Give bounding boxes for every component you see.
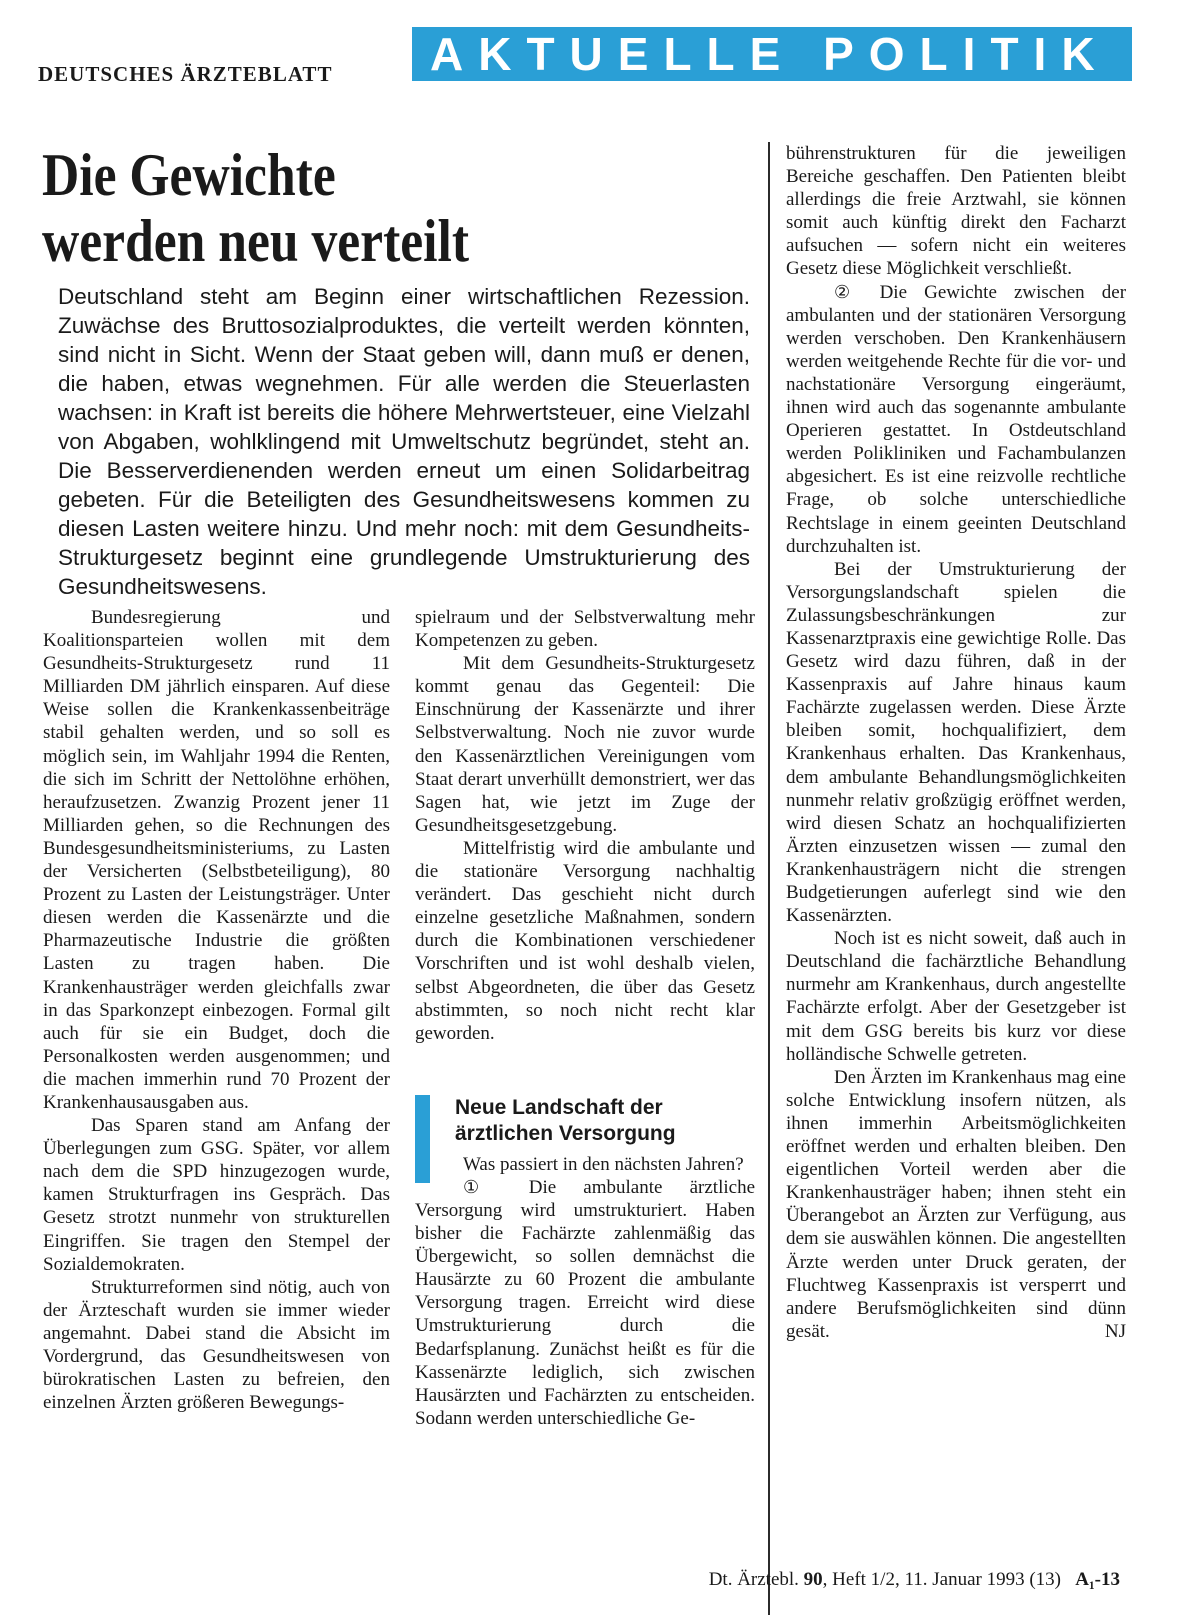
paragraph: Das Sparen stand am Anfang der Überlegungen zum GSG. Später, vor allem nach dem die SPD hinzugezogen wurde, kamen Strukturfragen ins Gespräch. Das Gesetz strotzt nunmehr von strukturellen Eingriffen. Sie tragen den Stempel der Sozialdemokraten. <box>43 1115 390 1275</box>
headline-line-1: Die Gewichte <box>42 142 336 208</box>
lead-paragraph: Deutschland steht am Beginn einer wirtschaftlichen Rezession. Zuwächse des Bruttosozialproduktes, die verteilt werden könnten, sind nicht in Sicht. Wenn der Staat geben will, dann muß er denen, die haben, etwas wegnehmen. Für alle werden die Steuerlasten wachsen: in Kraft ist bereits die höhere Mehrwertsteuer, eine Vielzahl von Abgaben, wohlklingend mit Umweltschutz begründet, steht an. Die Besserverdienenden werden erneut um einen Solidarbeitrag gebeten. Für die Beteiligten des Gesundheitswesens kommen zu diesen Lasten weitere hinzu. Und mehr noch: mit dem Gesundheits-Strukturgesetz beginnt eine grundlegende Umstrukturierung des Gesundheitswesens. <box>58 284 750 599</box>
paragraph: bührenstrukturen für die jeweiligen Bereiche geschaffen. Den Patienten bleibt allerdings die freie Arztwahl, sie können somit auch künftig direkt den Facharzt aufsuchen — sofern nicht ein weiteres Gesetz diese Möglichkeit verschließt. <box>786 143 1126 280</box>
paragraph: Mit dem Gesundheits-Strukturgesetz kommt genau das Gegenteil: Die Einschnürung der Kassenärzte und ihrer Selbstverwaltung. Noch nie zuvor wurde den Kassenärztlichen Vereinigungen vom Staat derart unverhüllt demonstriert, wer das Sagen hat, wie jetzt im Zuge der Gesundheitsgesetzgebung. <box>415 653 755 836</box>
number-2-icon: ② <box>834 281 863 303</box>
body-column-3 <box>786 142 1126 1343</box>
page-footer <box>709 1569 1120 1591</box>
paragraph-text: Die Gewichte zwischen der ambulanten und der stationären Versorgung werden verschoben. Den Krankenhäusern werden weitgehende Rechte für die vor- und nachstationäre Versorgung eingeräumt, ihnen wird auch das sogenannte ambulante Operieren gestattet. In Ostdeutschland werden Polikliniken und Fachambulanzen abgesichert. Es ist eine reizvolle rechtliche Frage, ob solche unterschiedliche Rechtslage in einem geeinten Deutschland durchzuhalten ist. <box>786 281 1127 557</box>
volume-number: 90 <box>803 1569 823 1590</box>
subheading <box>455 1095 755 1147</box>
headline <box>42 142 627 274</box>
paragraph: spielraum und der Selbstverwaltung mehr Kompetenzen zu geben. <box>415 607 755 652</box>
paragraph: Bundesregierung und Koalitionsparteien wollen mit dem Gesundheits-Strukturgesetz rund 11 Milliarden DM jährlich einsparen. Auf diese Weise sollen die Krankenkassenbeiträge stabil gehalten werden, und so soll es möglich sein, im Wahljahr 1994 die Renten, die sich im Schritt der Nettolöhne erhöhen, heraufzusetzen. Zwanzig Prozent jener 11 Milliarden gehen, so die Rechnungen des Bundesgesundheitsministeriums, zu Lasten der Versicherten (Selbstbeteiligung), 80 Prozent zu Lasten der Leistungsträger. Unter diesen werden die Kassenärzte und die Pharmazeutische Industrie die größten Lasten zu tragen haben. Die Krankenhausträger werden gleichfalls zwar in das Sparkonzept einbezogen. Formal gilt auch für sie ein Budget, doch die Personalkosten werden ausgenommen; und die machen immerhin rund 70 Prozent der Krankenhausausgaben aus. <box>43 607 390 1113</box>
subhead-block <box>415 1095 755 1147</box>
paragraph-text: Die ambulante ärztliche Versorgung wird umstrukturiert. Haben bisher die Fachärzte zahlenmäßig das Übergewicht, so sollen demnächst die Hausärzte zu 60 Prozent die ambulante Versorgung tragen. Erreicht wird diese Umstrukturierung durch die Bedarfsplanung. Zunächst heißt es für die Kassenärzte lediglich, sich zwischen Hausärzten und Fachärzten zu entscheiden. Sodann werden unterschiedliche Ge- <box>415 1176 756 1429</box>
page-number: A₁-13 <box>1075 1569 1120 1590</box>
paragraph: Noch ist es nicht soweit, daß auch in Deutschland die fachärztliche Behandlung nurmehr am Krankenhaus, durch angestellte Fachärzte erfolgt. Aber der Gesetzgeber ist mit dem GSG bereits bis kurz vor diese holländische Schwelle getreten. <box>786 928 1126 1065</box>
paragraph <box>786 1066 1126 1343</box>
subhead-accent-bar <box>415 1095 430 1183</box>
publication-name: DEUTSCHES ÄRZTEBLATT <box>38 62 333 86</box>
paragraph-text: Den Ärzten im Krankenhaus mag eine solche Entwicklung insofern nützen, als ihnen immerhin Arbeitsmöglichkeiten eröffnet werden und erhalten bleiben. Den eigentlichen Vorteil werden aber die Krankenhausträger haben; ihnen steht ein Überangebot an Ärzten zur Verfügung, aus dem sie auswählen können. Die angestellten Ärzte werden unter Druck geraten, der Fluchtweg Kassenpraxis ist versperrt und andere Berufsmöglichkeiten sind dünn gesät. <box>786 1066 1126 1342</box>
number-1-icon: ① <box>463 1176 502 1198</box>
paragraph: Bei der Umstrukturierung der Versorgungslandschaft spielen die Zulassungsbeschränkungen zur Kassenarztpraxis eine gewichtige Rolle. Das Gesetz wird dazu führen, daß in der Kassenpraxis auf Jahre hinaus kaum Fachärzte zugelassen werden. Diese Ärzte bleiben somit, hochqualifiziert, dem Krankenhaus erhalten. Das Krankenhaus, dem ambulante Behandlungsmöglichkeiten nunmehr relativ großzügig eröffnet werden, wird diesen Schatz an hochqualifizierten Ärzten einzusetzen wissen — zumal den Krankenhausträgern nicht die strengen Budgetierungen auferlegt sind wie den Kassenärzten. <box>786 558 1126 927</box>
section-banner: AKTUELLE POLITIK <box>412 27 1132 81</box>
subheading-line-1: Neue Landschaft der <box>455 1095 663 1119</box>
body-column-1 <box>43 606 390 1414</box>
subheading-line-2: ärztlichen Versorgung <box>455 1121 676 1145</box>
paragraph: Strukturreformen sind nötig, auch von der Ärzteschaft wurden sie immer wieder angemahnt. Dabei stand die Absicht im Vordergrund, das Gesundheitswesen von bürokratischen Lasten zu befreien, den einzelnen Ärzten größeren Bewegungs- <box>43 1276 390 1414</box>
paragraph <box>415 1176 755 1430</box>
column-divider <box>768 142 770 1615</box>
issue-date: , Heft 1/2, 11. Januar 1993 (13) <box>822 1569 1061 1590</box>
journal-abbrev: Dt. Ärztebl. <box>708 1569 799 1590</box>
author-signature: NJ <box>1104 1320 1126 1342</box>
question-paragraph: Was passiert in den nächsten Jahren? <box>463 1153 744 1175</box>
paragraph: Mittelfristig wird die ambulante und die stationäre Versorgung nachhaltig verändert. Das geschieht nicht durch einzelne gesetzliche Maßnahmen, sondern durch die Kombinationen verschiedener Vorschriften und ist wohl deshalb vielen, selbst Abgeordneten, die über das Gesetz abstimmten, so noch nicht recht klar geworden. <box>415 837 755 1044</box>
paragraph <box>786 281 1126 558</box>
body-column-2 <box>415 606 755 1430</box>
headline-line-2: werden neu verteilt <box>42 208 470 274</box>
